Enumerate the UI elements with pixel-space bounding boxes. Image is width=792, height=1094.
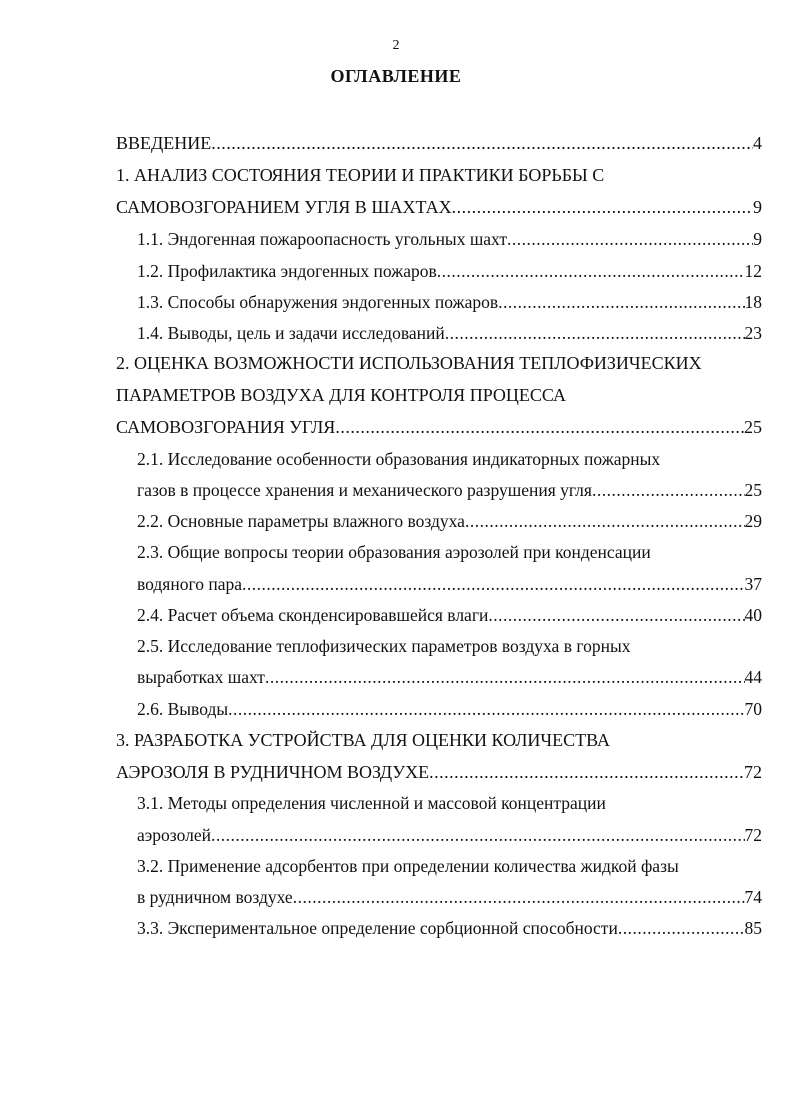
toc-entry-introduction[interactable] [116, 131, 762, 155]
toc-entry-chapter-1[interactable] [116, 163, 762, 187]
toc-entry-section-1-3[interactable] [137, 290, 762, 314]
toc-entry-title: 2.6. Выводы [137, 699, 229, 719]
toc-entry-title: 3.3. Экспериментальное определение сорбционной способности [137, 918, 618, 938]
toc-entry-section-2-5-cont[interactable] [137, 665, 762, 689]
toc-entry-section-1-1[interactable] [137, 227, 762, 251]
toc-entry-title: 1.3. Способы обнаружения эндогенных пожаров [137, 292, 499, 312]
toc-entry-title: газов в процессе хранения и механического разрушения угля [137, 480, 592, 500]
leader-dots [507, 227, 753, 251]
toc-entry-chapter-2[interactable] [116, 351, 762, 375]
leader-dots [618, 916, 745, 940]
toc-entry-section-3-3[interactable] [137, 916, 762, 940]
toc-page-number: 25 [744, 480, 762, 500]
toc-page-number: 12 [744, 261, 762, 281]
toc-entry-title: аэрозолей [137, 825, 211, 845]
toc-entry-section-2-1[interactable] [137, 447, 762, 471]
toc-entry-section-2-2[interactable] [137, 509, 762, 533]
toc-page-number: 44 [744, 667, 762, 687]
toc-entry-title: 1.1. Эндогенная пожароопасность угольных шахт [137, 229, 508, 249]
toc-title: ОГЛАВЛЕНИЕ [330, 66, 462, 86]
toc-entry-title: АЭРОЗОЛЯ В РУДНИЧНОМ ВОЗДУХЕ [116, 762, 430, 782]
toc-entry-title: САМОВОЗГОРАНИЯ УГЛЯ [116, 417, 336, 437]
leader-dots [429, 760, 744, 784]
toc-entry-section-2-1-cont[interactable] [137, 478, 762, 502]
toc-entry-title: 3.1. Методы определения численной и массовой концентрации [137, 793, 606, 813]
toc-page-number: 74 [744, 887, 762, 907]
toc-page-number: 72 [744, 762, 762, 782]
toc-entry-title: 3. РАЗРАБОТКА УСТРОЙСТВА ДЛЯ ОЦЕНКИ КОЛИЧЕСТВА [116, 730, 610, 750]
toc-page-number: 23 [744, 323, 762, 343]
toc-entry-title: 2.3. Общие вопросы теории образования аэрозолей при конденсации [137, 542, 651, 562]
toc-entry-section-1-2[interactable] [137, 259, 762, 283]
toc-entry-chapter-2-cont[interactable] [116, 415, 762, 439]
toc-entry-title: 3.2. Применение адсорбентов при определении количества жидкой фазы [137, 856, 679, 876]
toc-page-number: 37 [744, 574, 762, 594]
leader-dots [242, 572, 745, 596]
leader-dots [211, 823, 745, 847]
leader-dots [445, 321, 745, 345]
toc-page-number: 25 [744, 417, 762, 437]
toc-entry-chapter-3[interactable] [116, 728, 762, 752]
toc-entry-title: 2.1. Исследование особенности образования индикаторных пожарных [137, 449, 661, 469]
toc-entry-section-3-1-cont[interactable] [137, 823, 762, 847]
toc-page-number: 18 [744, 292, 762, 312]
toc-entry-title: водяного пара [137, 574, 242, 594]
toc-entry-section-2-6[interactable] [137, 697, 762, 721]
leader-dots [465, 509, 745, 533]
toc-entry-title: САМОВОЗГОРАНИЕМ УГЛЯ В ШАХТАХ [116, 197, 452, 217]
toc-entry-title: 1.2. Профилактика эндогенных пожаров [137, 261, 437, 281]
toc-page-number: 9 [753, 229, 762, 249]
toc-entry-chapter-3-cont[interactable] [116, 760, 762, 784]
toc-entry-section-2-5[interactable] [137, 634, 762, 658]
leader-dots [265, 665, 745, 689]
toc-entry-section-3-2[interactable] [137, 854, 762, 878]
leader-dots [592, 478, 745, 502]
leader-dots [498, 290, 744, 314]
toc-entry-section-3-1[interactable] [137, 791, 762, 815]
toc-entry-section-1-4[interactable] [137, 321, 762, 345]
toc-page-number: 70 [744, 699, 762, 719]
toc-page-number: 29 [744, 511, 762, 531]
leader-dots [488, 603, 744, 627]
toc-entry-title: ПАРАМЕТРОВ ВОЗДУХА ДЛЯ КОНТРОЛЯ ПРОЦЕССА [116, 385, 567, 405]
leader-dots [452, 195, 753, 219]
leader-dots [437, 259, 745, 283]
leader-dots [335, 415, 744, 439]
toc-entry-title: в рудничном воздухе [137, 887, 293, 907]
leader-dots [211, 131, 753, 155]
toc-page-number: 4 [753, 133, 762, 153]
toc-entry-section-2-3-cont[interactable] [137, 572, 762, 596]
toc-entry-title: ВВЕДЕНИЕ [116, 133, 212, 153]
toc-entry-title: 2.5. Исследование теплофизических параметров воздуха в горных [137, 636, 631, 656]
toc-page-number: 72 [744, 825, 762, 845]
toc-entry-title: выработках шахт [137, 667, 265, 687]
toc-entry-section-2-3[interactable] [137, 540, 762, 564]
toc-entry-section-3-2-cont[interactable] [137, 885, 762, 909]
toc-page-number: 9 [753, 197, 762, 217]
toc-entry-chapter-2-cont[interactable] [116, 383, 762, 407]
leader-dots [293, 885, 745, 909]
leader-dots [228, 697, 744, 721]
toc-entry-title: 2.4. Расчет объема сконденсировавшейся влаги [137, 605, 489, 625]
toc-entry-title: 2. ОЦЕНКА ВОЗМОЖНОСТИ ИСПОЛЬЗОВАНИЯ ТЕПЛОФИЗИЧЕСКИХ [116, 353, 702, 373]
toc-entry-title: 1.4. Выводы, цель и задачи исследований [137, 323, 445, 343]
toc-page-number: 40 [744, 605, 762, 625]
toc-entry-section-2-4[interactable] [137, 603, 762, 627]
toc-entry-title: 1. АНАЛИЗ СОСТОЯНИЯ ТЕОРИИ И ПРАКТИКИ БОРЬБЫ С [116, 165, 605, 185]
toc-entry-title: 2.2. Основные параметры влажного воздуха [137, 511, 465, 531]
toc-page-number: 85 [744, 918, 762, 938]
page-number: 2 [392, 38, 400, 53]
toc-entry-chapter-1-cont[interactable] [116, 195, 762, 219]
